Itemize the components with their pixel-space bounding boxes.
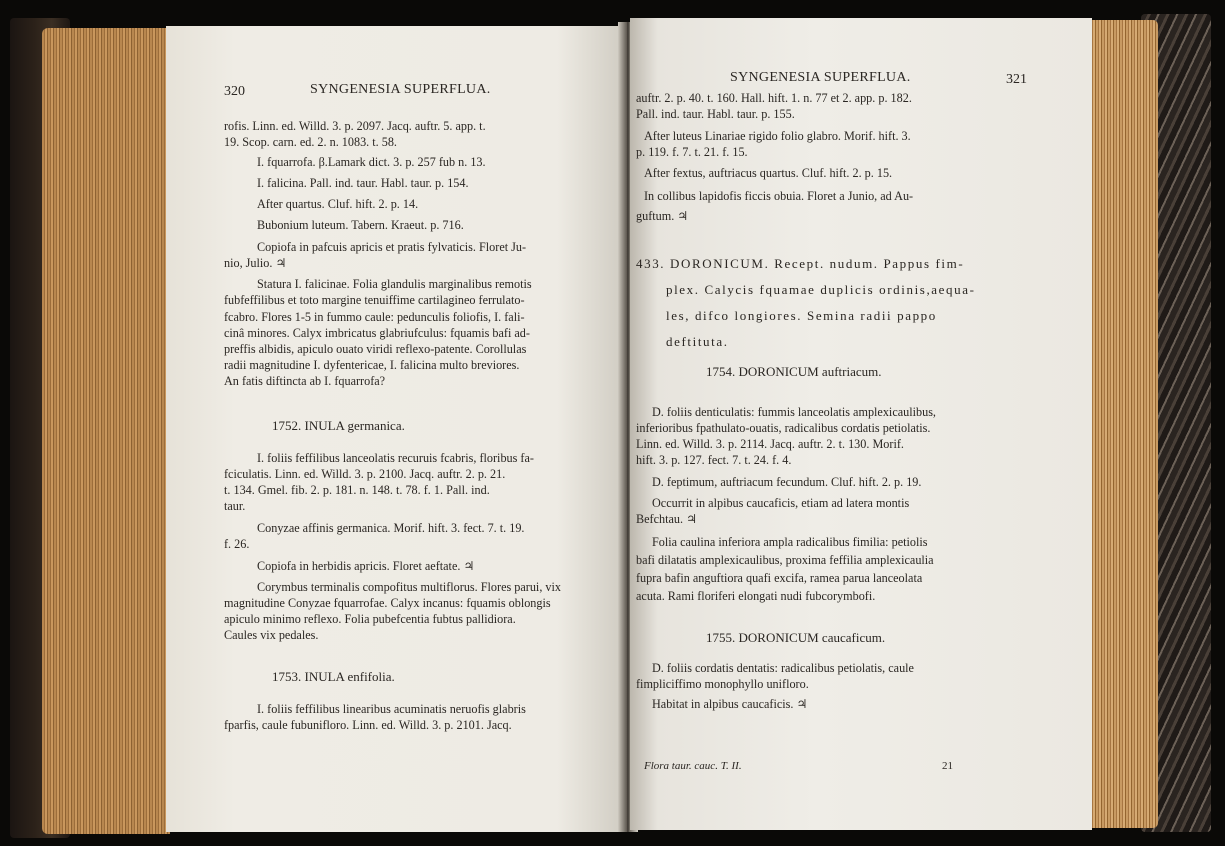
text-line: f. 26. [224, 537, 250, 551]
species-heading: 1753. INULA enfifolia. [272, 669, 395, 684]
text-line: Caules vix pedales. [224, 628, 319, 642]
text-line: I. fquarrofa. β.Lamark dict. 3. p. 257 fub n. 13. [257, 155, 486, 169]
text-line: After fextus, auftriacus quartus. Cluf. hift. 2. p. 15. [644, 166, 893, 180]
running-head: SYNGENESIA SUPERFLUA. [310, 82, 491, 97]
text-line: After quartus. Cluf. hift. 2. p. 14. [257, 197, 419, 211]
text-line: acuta. Rami floriferi elongati nudi fubcorymbofi. [636, 589, 876, 603]
page-number: 321 [1006, 72, 1027, 87]
text-line: I. falicina. Pall. ind. taur. Habl. taur. p. 154. [257, 176, 469, 190]
text-line: 19. Scop. carn. ed. 2. n. 1083. t. 58. [224, 135, 397, 149]
text-line: taur. [224, 499, 246, 513]
text-line: fciculatis. Linn. ed. Willd. 3. p. 2100. Jacq. auftr. 2. p. 21. [224, 467, 506, 481]
text-line: Befchtau. ♃ [636, 512, 698, 526]
text-line: cinâ minores. Calyx imbricatus glabriufculus: fquamis bafi ad- [224, 326, 530, 340]
page-number: 320 [224, 84, 245, 99]
text-line: apiculo minimo reflexo. Folia pubefcentia fubtus pallidiora. [224, 612, 516, 626]
text-line: Habitat in alpibus caucaficis. ♃ [652, 697, 808, 711]
text-line: Bubonium luteum. Tabern. Kraeut. p. 716. [257, 218, 464, 232]
text-line: fubfeffilibus et toto margine tenuiffime cartilagineo ferrulato- [224, 293, 525, 307]
text-line: bafi dilatatis amplexicaulibus, proxima feffilia amplexicaulia [636, 553, 934, 567]
text-line: An fatis diftincta ab I. fquarrofa? [224, 374, 386, 388]
running-head: SYNGENESIA SUPERFLUA. [730, 70, 911, 85]
text-line: p. 119. f. 7. t. 21. f. 15. [636, 145, 748, 159]
genus-heading-line: deftituta. [666, 334, 729, 349]
text-line: Copiofa in pafcuis apricis et pratis fylvaticis. Floret Ju- [257, 240, 527, 254]
text-line: t. 134. Gmel. fib. 2. p. 181. n. 148. t. 78. f. 1. Pall. ind. [224, 483, 490, 497]
text-line: fparfis, caule fubunifloro. Linn. ed. Willd. 3. p. 2101. Jacq. [224, 718, 512, 732]
page-edges-left [42, 28, 170, 834]
text-line: Occurrit in alpibus caucaficis, etiam ad latera montis [652, 496, 910, 510]
text-line: nio, Julio. ♃ [224, 256, 287, 270]
text-line: magnitudine Conyzae fquarrofae. Calyx incanus: fquamis oblongis [224, 596, 551, 610]
footer-signature: Flora taur. cauc. T. II. [644, 760, 742, 772]
species-heading: 1754. DORONICUM auftriacum. [706, 364, 882, 379]
species-heading: 1752. INULA germanica. [272, 418, 405, 433]
text-line: D. feptimum, auftriacum fecundum. Cluf. hift. 2. p. 19. [652, 475, 922, 489]
left-page [166, 26, 626, 832]
footer-sheet: 21 [942, 760, 953, 772]
text-line: After luteus Linariae rigido folio glabro. Morif. hift. 3. [644, 129, 911, 143]
text-line: I. foliis feffilibus lanceolatis recuruis fcabris, floribus fa- [257, 451, 534, 465]
text-line: guftum. ♃ [636, 209, 689, 223]
text-line: radii magnitudine I. dyfentericae, I. falicina multo breviores. [224, 358, 520, 372]
genus-heading-line: les, difco longiores. Semina radii pappo [666, 308, 937, 323]
text-line: Copiofa in herbidis apricis. Floret aeftate. ♃ [257, 559, 475, 573]
text-line: auftr. 2. p. 40. t. 160. Hall. hift. 1. n. 77 et 2. app. p. 182. [636, 91, 912, 105]
text-line: D. foliis denticulatis: fummis lanceolatis amplexicaulibus, [652, 405, 936, 419]
text-line: I. foliis feffilibus linearibus acuminatis neruofis glabris [257, 702, 526, 716]
genus-heading-line: 433. DORONICUM. Recept. nudum. Pappus fim- [636, 256, 965, 271]
page-edges-right [1090, 20, 1158, 828]
text-line: rofis. Linn. ed. Willd. 3. p. 2097. Jacq. auftr. 5. app. t. [224, 119, 486, 133]
text-line: D. foliis cordatis dentatis: radicalibus petiolatis, caule [652, 661, 914, 675]
text-line: In collibus lapidofis ficcis obuia. Floret a Junio, ad Au- [644, 189, 914, 203]
species-heading: 1755. DORONICUM caucaficum. [706, 630, 886, 645]
text-line: Statura I. falicinae. Folia glandulis marginalibus remotis [257, 277, 532, 291]
genus-heading-line: plex. Calycis fquamae duplicis ordinis,aequa- [666, 282, 976, 297]
text-line: hift. 3. p. 127. fect. 7. t. 24. f. 4. [636, 453, 792, 467]
text-line: Folia caulina inferiora ampla radicalibus fimilia: petiolis [652, 535, 928, 549]
text-line: fimpliciffimo monophyllo unifloro. [636, 677, 809, 691]
text-line: Corymbus terminalis compofitus multiflorus. Flores parui, vix [257, 580, 561, 594]
text-line: Conyzae affinis germanica. Morif. hift. 3. fect. 7. t. 19. [257, 521, 525, 535]
text-line: Linn. ed. Willd. 3. p. 2114. Jacq. auftr. 2. t. 130. Morif. [636, 437, 904, 451]
text-line: fupra bafin anguftiora quafi excifa, ramea parua lanceolata [636, 571, 923, 585]
text-line: fcabro. Flores 1-5 in fummo caule: pedunculis foliofis, I. fali- [224, 310, 525, 324]
text-line: preffis albidis, apiculo ouato viridi reflexo-patente. Corollulas [224, 342, 527, 356]
text-line: inferioribus fpathulato-ouatis, radicalibus cordatis petiolatis. [636, 421, 931, 435]
text-line: Pall. ind. taur. Habl. taur. p. 155. [636, 107, 795, 121]
right-page [630, 18, 1092, 830]
